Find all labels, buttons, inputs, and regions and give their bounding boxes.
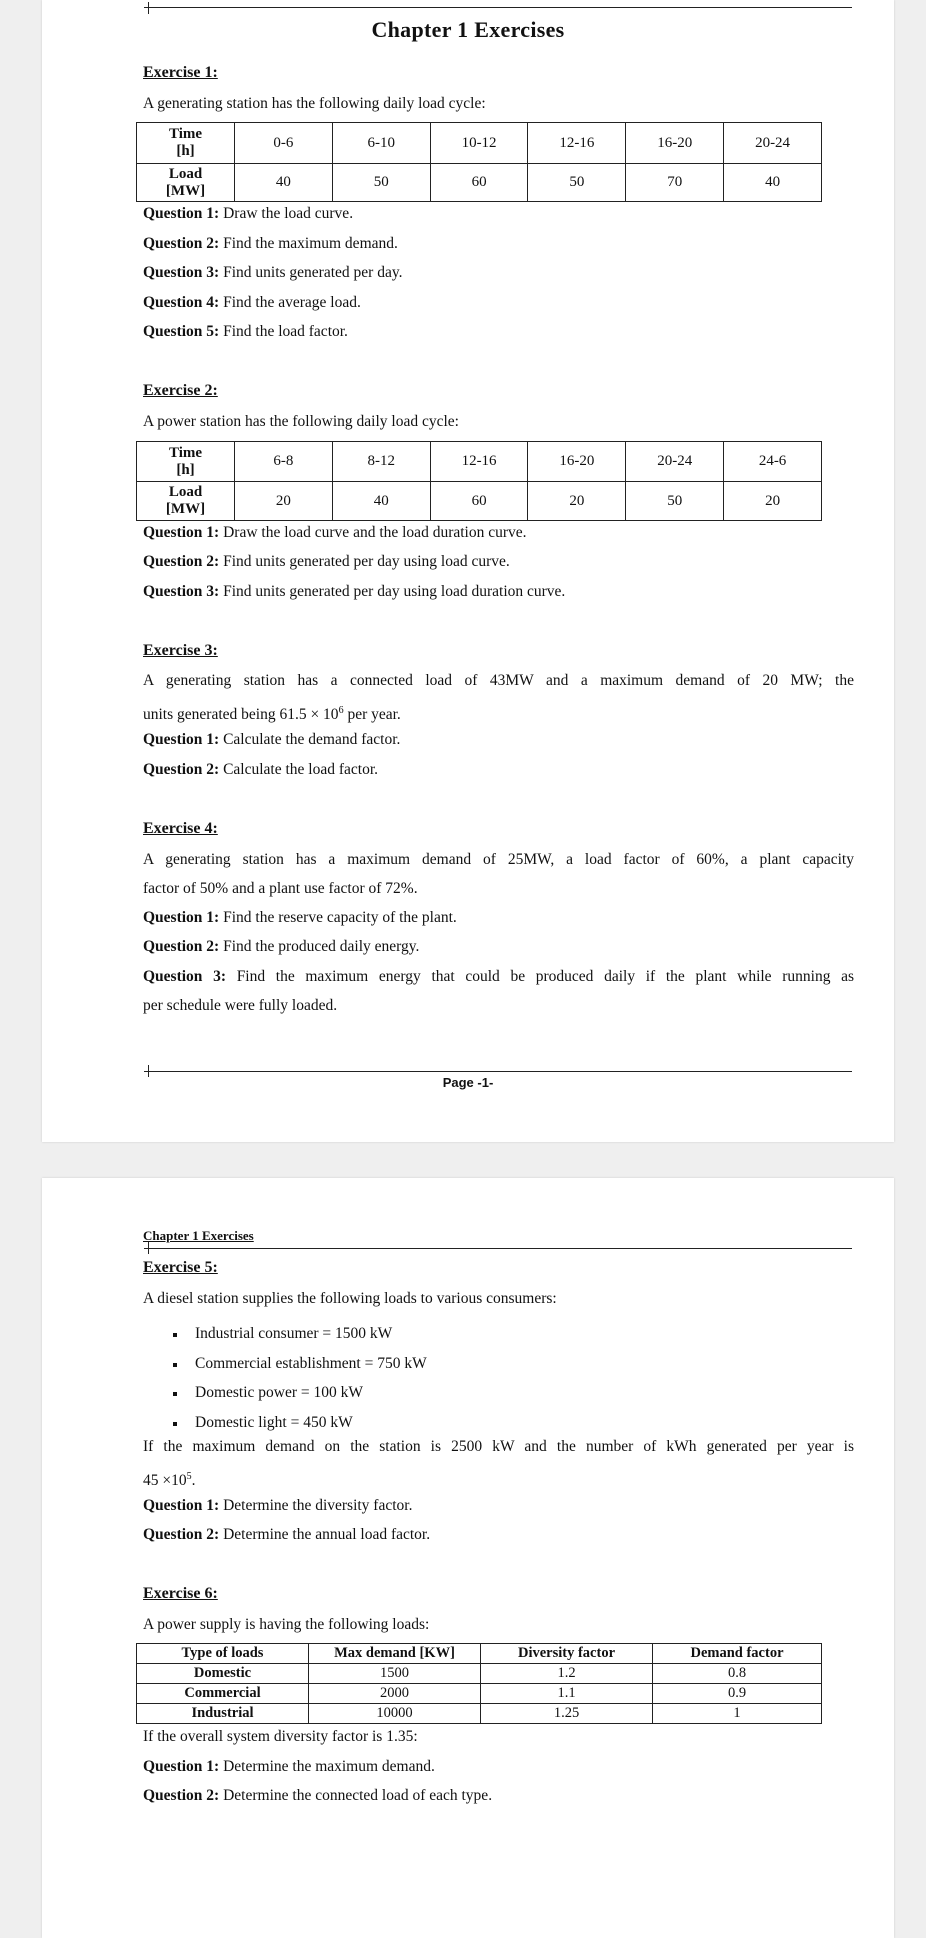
table-header-row: [137, 1644, 822, 1664]
question: Question 2: Determine the connected load of each type.: [143, 1787, 493, 1804]
load-cell: 20: [528, 482, 626, 521]
load-list: [143, 1325, 427, 1443]
column-header: Demand factor: [653, 1644, 822, 1664]
question-continuation: per schedule were fully loaded.: [143, 997, 338, 1014]
table-cell: 1: [653, 1704, 822, 1724]
exercise-5-body-line-1: If the maximum demand on the station is 2500 kW and the number of kWh generated per year is: [143, 1438, 854, 1455]
time-cell: 12-16: [430, 442, 528, 482]
time-cell: 10-12: [430, 123, 528, 164]
page-title: Chapter 1 Exercises: [371, 17, 565, 42]
table-cell: 10000: [309, 1704, 481, 1724]
time-cell: 20-24: [724, 123, 822, 164]
question: Question 3: Find the maximum energy that could be produced daily if the plant while running as: [143, 968, 855, 985]
load-row: [137, 482, 822, 521]
table-cell: 1.1: [481, 1684, 653, 1704]
exercise-1-heading: Exercise 1:: [143, 64, 218, 81]
question: Question 1: Find the reserve capacity of the plant.: [143, 909, 457, 926]
bullet-icon: [173, 1422, 177, 1426]
load-cell: 20: [235, 482, 333, 521]
time-cell: 0-6: [235, 123, 333, 164]
time-cell: 6-10: [332, 123, 430, 164]
time-cell: 16-20: [626, 123, 724, 164]
question: Question 3: Find units generated per day using load duration curve.: [143, 583, 566, 600]
running-header: Chapter 1 Exercises: [143, 1228, 254, 1243]
column-header: Max demand [KW]: [309, 1644, 481, 1664]
question: Question 4: Find the average load.: [143, 294, 361, 311]
question: Question 2: Determine the annual load factor.: [143, 1526, 431, 1543]
exercise-4-intro-line-1: A generating station has a maximum demand of 25MW, a load factor of 60%, a plant capacity: [143, 851, 854, 868]
table-row: [137, 1684, 822, 1704]
load-cell: 60: [430, 482, 528, 521]
table-row: [137, 1664, 822, 1684]
column-header: Type of loads: [137, 1644, 309, 1664]
exercise-4-heading: Exercise 4:: [143, 820, 218, 837]
document-page-2: [42, 1178, 894, 1938]
question: Question 2: Find the produced daily energy.: [143, 938, 420, 955]
table-cell: Commercial: [137, 1684, 309, 1704]
load-cell: 40: [332, 482, 430, 521]
table-cell: 2000: [309, 1684, 481, 1704]
question: Question 2: Find units generated per day using load curve.: [143, 553, 510, 570]
header-rule-tick: [148, 1242, 149, 1254]
load-row: [137, 164, 822, 202]
header-rule: [144, 1248, 852, 1249]
question: Question 5: Find the load factor.: [143, 323, 348, 340]
exercise-4-intro-line-2: factor of 50% and a plant use factor of 72%.: [143, 880, 418, 897]
load-cell: 60: [430, 164, 528, 202]
load-header: Load [MW]: [137, 164, 235, 202]
table-row: [137, 1704, 822, 1724]
load-cell: 50: [528, 164, 626, 202]
load-cell: 50: [332, 164, 430, 202]
load-header: Load [MW]: [137, 482, 235, 521]
exercise-2-load-table: [136, 441, 822, 521]
exercise-3-intro-line-1: A generating station has a connected load of 43MW and a maximum demand of 20 MW; the: [143, 672, 854, 689]
table-cell: 1.2: [481, 1664, 653, 1684]
list-item: Domestic light = 450 kW: [143, 1414, 427, 1444]
table-cell: Industrial: [137, 1704, 309, 1724]
question: Question 1: Calculate the demand factor.: [143, 731, 401, 748]
exercise-2-intro: A power station has the following daily load cycle:: [143, 413, 459, 430]
time-cell: 24-6: [724, 442, 822, 482]
load-cell: 70: [626, 164, 724, 202]
question: Question 1: Determine the diversity factor.: [143, 1497, 413, 1514]
exercise-1-intro: A generating station has the following daily load cycle:: [143, 95, 486, 112]
exercise-5-intro: A diesel station supplies the following loads to various consumers:: [143, 1290, 557, 1307]
list-item: Industrial consumer = 1500 kW: [143, 1325, 427, 1355]
load-cell: 50: [626, 482, 724, 521]
bullet-icon: [173, 1363, 177, 1367]
list-item: Domestic power = 100 kW: [143, 1384, 427, 1414]
exercise-3-heading: Exercise 3:: [143, 642, 218, 659]
table-cell: 0.9: [653, 1684, 822, 1704]
header-rule: [144, 7, 852, 8]
bullet-icon: [173, 1333, 177, 1337]
question: Question 1: Determine the maximum demand.: [143, 1758, 435, 1775]
exercise-1-load-table: [136, 122, 822, 202]
header-rule-tick: [148, 2, 149, 14]
time-cell: 8-12: [332, 442, 430, 482]
time-cell: 6-8: [235, 442, 333, 482]
time-row: [137, 442, 822, 482]
time-header: Time [h]: [137, 123, 235, 164]
time-cell: 20-24: [626, 442, 724, 482]
time-row: [137, 123, 822, 164]
exercise-2-heading: Exercise 2:: [143, 382, 218, 399]
table-cell: 0.8: [653, 1664, 822, 1684]
exercise-6-condition: If the overall system diversity factor is 1.35:: [143, 1728, 418, 1745]
load-cell: 40: [724, 164, 822, 202]
exercise-5-heading: Exercise 5:: [143, 1259, 218, 1276]
question: Question 1: Draw the load curve.: [143, 205, 354, 222]
table-cell: 1.25: [481, 1704, 653, 1724]
exercise-6-heading: Exercise 6:: [143, 1585, 218, 1602]
exercise-6-intro: A power supply is having the following loads:: [143, 1616, 430, 1633]
time-header: Time [h]: [137, 442, 235, 482]
footer-rule: [144, 1071, 852, 1072]
question: Question 3: Find units generated per day.: [143, 264, 403, 281]
page-number: Page -1-: [442, 1075, 494, 1090]
column-header: Diversity factor: [481, 1644, 653, 1664]
question: Question 1: Draw the load curve and the load duration curve.: [143, 524, 527, 541]
load-cell: 20: [724, 482, 822, 521]
question: Question 2: Find the maximum demand.: [143, 235, 398, 252]
load-cell: 40: [235, 164, 333, 202]
time-cell: 16-20: [528, 442, 626, 482]
table-cell: Domestic: [137, 1664, 309, 1684]
document-page-1: [42, 0, 894, 1142]
time-cell: 12-16: [528, 123, 626, 164]
question: Question 2: Calculate the load factor.: [143, 761, 379, 778]
exercise-6-loads-table: [136, 1643, 822, 1724]
list-item: Commercial establishment = 750 kW: [143, 1355, 427, 1385]
table-cell: 1500: [309, 1664, 481, 1684]
bullet-icon: [173, 1392, 177, 1396]
exercise-5-body-line-2: $45 \times 10^5$.: [143, 1471, 196, 1490]
exercise-3-intro-line-2: units generated being $61.5 \times 10^6$ per year.: [143, 705, 401, 724]
